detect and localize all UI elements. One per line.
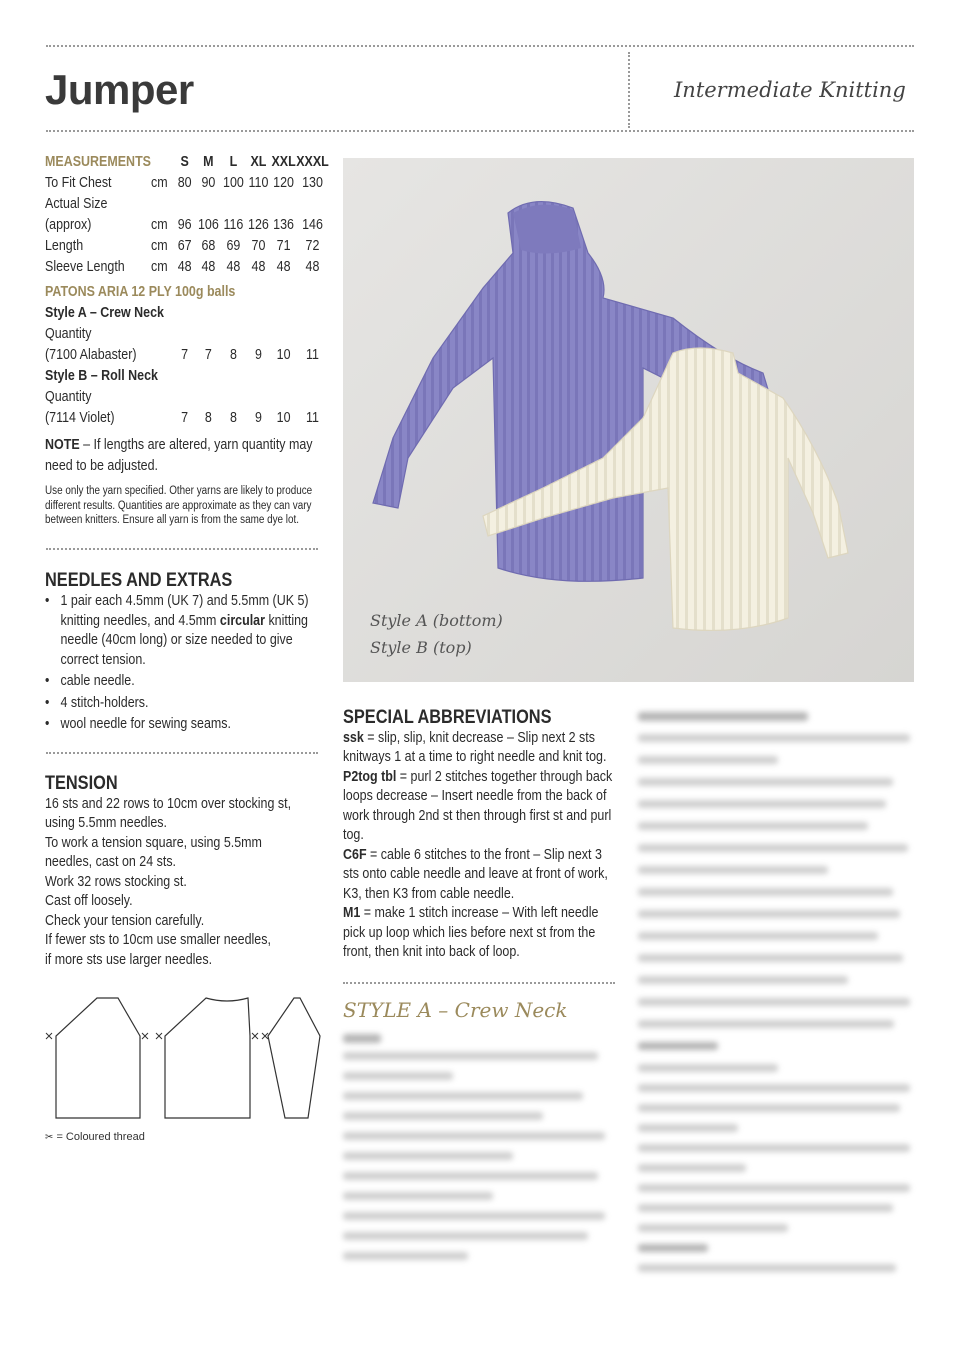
abbrev-term: C6F (343, 846, 367, 863)
product-photo (343, 158, 914, 682)
cell: 136 (273, 217, 294, 233)
abbrev-def: = slip, slip, knit decrease – Slip next 2 sts knitways 1 at a time to right needle and knit tog. (343, 729, 607, 765)
cell: 67 (177, 238, 192, 254)
thread-mark (252, 1033, 258, 1039)
section-divider (46, 752, 318, 754)
cell: 48 (201, 259, 216, 275)
tension-line: Work 32 rows stocking st. (45, 873, 187, 890)
size-header: S (180, 154, 189, 170)
abbrev-def: = cable 6 stitches to the front – Slip next 3 sts onto cable needle and leave at front of work, K3, then K3 from cable needle. (343, 846, 608, 902)
tension-line: using 5.5mm needles. (45, 815, 167, 831)
photo-caption-a: Style A (bottom) (370, 611, 503, 630)
cell: 48 (276, 259, 291, 275)
coloured-thread-note (45, 1131, 145, 1143)
cell: 100 (223, 175, 244, 191)
style-b-yarn-label: Style B – Roll Neck (45, 368, 158, 384)
cell: 11 (306, 410, 319, 426)
quantity-label: Quantity (45, 389, 92, 405)
list-item: • wool needle for sewing seams. (45, 715, 322, 735)
section-divider (46, 548, 318, 550)
cell: 106 (197, 217, 219, 233)
cell: 71 (276, 238, 291, 254)
cell: 8 (204, 410, 212, 426)
needles-list (45, 592, 322, 735)
yarn-colour: (7100 Alabaster) (45, 347, 137, 363)
tension-line: If fewer sts to 10cm use smaller needles, (45, 932, 271, 948)
measurements-table (45, 152, 329, 429)
row-label: (approx) (45, 217, 92, 233)
cell: 48 (177, 259, 192, 275)
difficulty-level: Intermediate Knitting (674, 78, 906, 102)
size-header: XXXL (296, 154, 329, 170)
cell: 8 (229, 347, 237, 363)
abbrev-item (343, 904, 618, 963)
abbrev-def: = make 1 stitch increase – With left needle pick up loop which lies before next st from the front, then knit into back of loop. (343, 905, 599, 960)
photo-caption-b: Style B (top) (370, 638, 472, 657)
thread-mark (46, 1033, 52, 1039)
cell: 126 (248, 217, 269, 233)
cell: 48 (251, 259, 266, 275)
cell: 10 (276, 410, 291, 426)
abbrev-term: M1 (343, 905, 361, 921)
cell: 110 (248, 175, 269, 191)
item-text: 1 pair each 4.5mm (UK 7) and 5.5mm (UK 5) knitting needles, and 4.5mm (60, 593, 309, 629)
note-label: NOTE (45, 437, 80, 453)
page-title: Jumper (45, 66, 194, 113)
thread-mark (142, 1033, 148, 1039)
tension-section (45, 774, 322, 970)
list-item: • cable needle. (45, 672, 322, 692)
table-row (45, 173, 329, 194)
header-divider (46, 130, 914, 132)
cell: 48 (226, 259, 241, 275)
cell: 9 (254, 347, 262, 363)
table-row (45, 215, 329, 236)
yarn-colour: (7114 Violet) (45, 410, 115, 426)
tension-line: if more sts use larger needles. (45, 951, 213, 968)
yarn-disclaimer: Use only the yarn specified. Other yarns are likely to produce different results. Quantities are approximate as they can vary between knitters. Ensure all yarn is from the same dye lot. (45, 485, 313, 526)
abbreviations-section (343, 708, 618, 963)
tension-line: needles, cast on 24 sts. (45, 854, 177, 870)
table-row (45, 345, 329, 366)
garment-schematic (40, 990, 330, 1125)
cell: 11 (306, 347, 319, 363)
yarn-heading: PATONS ARIA 12 PLY 100g balls (45, 284, 236, 300)
note-text: – If lengths are altered, yarn quantity may need to be adjusted. (45, 437, 313, 474)
back-piece (56, 998, 140, 1118)
needles-section (45, 570, 322, 735)
row-label: Length (45, 238, 84, 254)
cell: 72 (305, 238, 320, 254)
cell: 48 (305, 259, 320, 275)
cell: 7 (204, 347, 212, 363)
jumper-illustration (343, 158, 914, 682)
cell: 69 (226, 238, 241, 254)
style-a-heading: STYLE A – Crew Neck (343, 998, 568, 1022)
tension-line: 16 sts and 22 rows to 10cm over stocking st, (45, 795, 292, 812)
abbrev-term: P2tog tbl (343, 768, 397, 785)
tension-line: Cast off loosely. (45, 893, 133, 909)
table-row (45, 408, 329, 429)
measurements-section (45, 152, 329, 528)
cell: 70 (251, 238, 266, 254)
row-label: Actual Size (45, 196, 108, 212)
item-bold: circular (219, 612, 265, 629)
cell: 9 (254, 410, 262, 426)
quantity-label: Quantity (45, 326, 92, 342)
abbrev-def: = purl 2 stitches together through back loops decrease – Insert needle from the back of work through 2nd st then through first st and purl tog. (343, 768, 613, 843)
cell: 120 (273, 175, 294, 191)
cell: 130 (302, 175, 323, 191)
size-header: M (203, 154, 214, 170)
needles-heading: NEEDLES AND EXTRAS (45, 570, 233, 591)
cell: 116 (223, 217, 244, 233)
size-header: L (229, 154, 238, 170)
thread-mark (156, 1033, 162, 1039)
cell: 80 (177, 175, 192, 191)
cell: 68 (201, 238, 216, 254)
row-unit: cm (151, 217, 168, 233)
abbrev-item (343, 846, 618, 905)
size-header: XL (250, 154, 267, 170)
abbreviations-heading: SPECIAL ABBREVIATIONS (343, 707, 552, 728)
section-divider (343, 982, 615, 984)
cell: 146 (302, 217, 323, 233)
list-item: • 4 stitch-holders. (45, 694, 322, 714)
abbrev-item (343, 729, 618, 768)
yarn-note (45, 435, 324, 477)
sleeve-piece (268, 998, 320, 1118)
scissors-icon: ✂ (45, 1132, 54, 1143)
cell: 10 (276, 347, 291, 363)
list-item (45, 592, 322, 670)
row-unit: cm (151, 175, 168, 191)
row-label: Sleeve Length (45, 259, 125, 275)
note-text: = Coloured thread (56, 1131, 145, 1143)
table-row (45, 194, 329, 215)
style-a-yarn-label: Style A – Crew Neck (45, 305, 164, 321)
item-text: knitting needle (40cm long) or size needed to give correct tension. (60, 612, 308, 668)
front-piece (165, 998, 250, 1118)
abbrev-term: ssk (343, 729, 364, 746)
size-header: XXL (271, 154, 296, 170)
row-label: To Fit Chest (45, 175, 112, 191)
cell: 7 (181, 347, 189, 363)
abbrev-item (343, 768, 618, 846)
cell: 96 (177, 217, 192, 233)
header-vertical-divider (628, 52, 630, 128)
cell: 7 (181, 410, 189, 426)
cell: 8 (229, 410, 237, 426)
top-divider (46, 45, 914, 47)
table-row (45, 236, 329, 257)
table-row (45, 257, 329, 278)
row-unit: cm (151, 259, 168, 275)
tension-line: To work a tension square, using 5.5mm (45, 834, 262, 851)
row-unit: cm (151, 238, 168, 254)
tension-line: Check your tension carefully. (45, 912, 205, 929)
measurements-heading: MEASUREMENTS (45, 154, 152, 170)
cell: 90 (201, 175, 216, 191)
tension-heading: TENSION (45, 773, 118, 794)
thread-mark (262, 1033, 268, 1039)
